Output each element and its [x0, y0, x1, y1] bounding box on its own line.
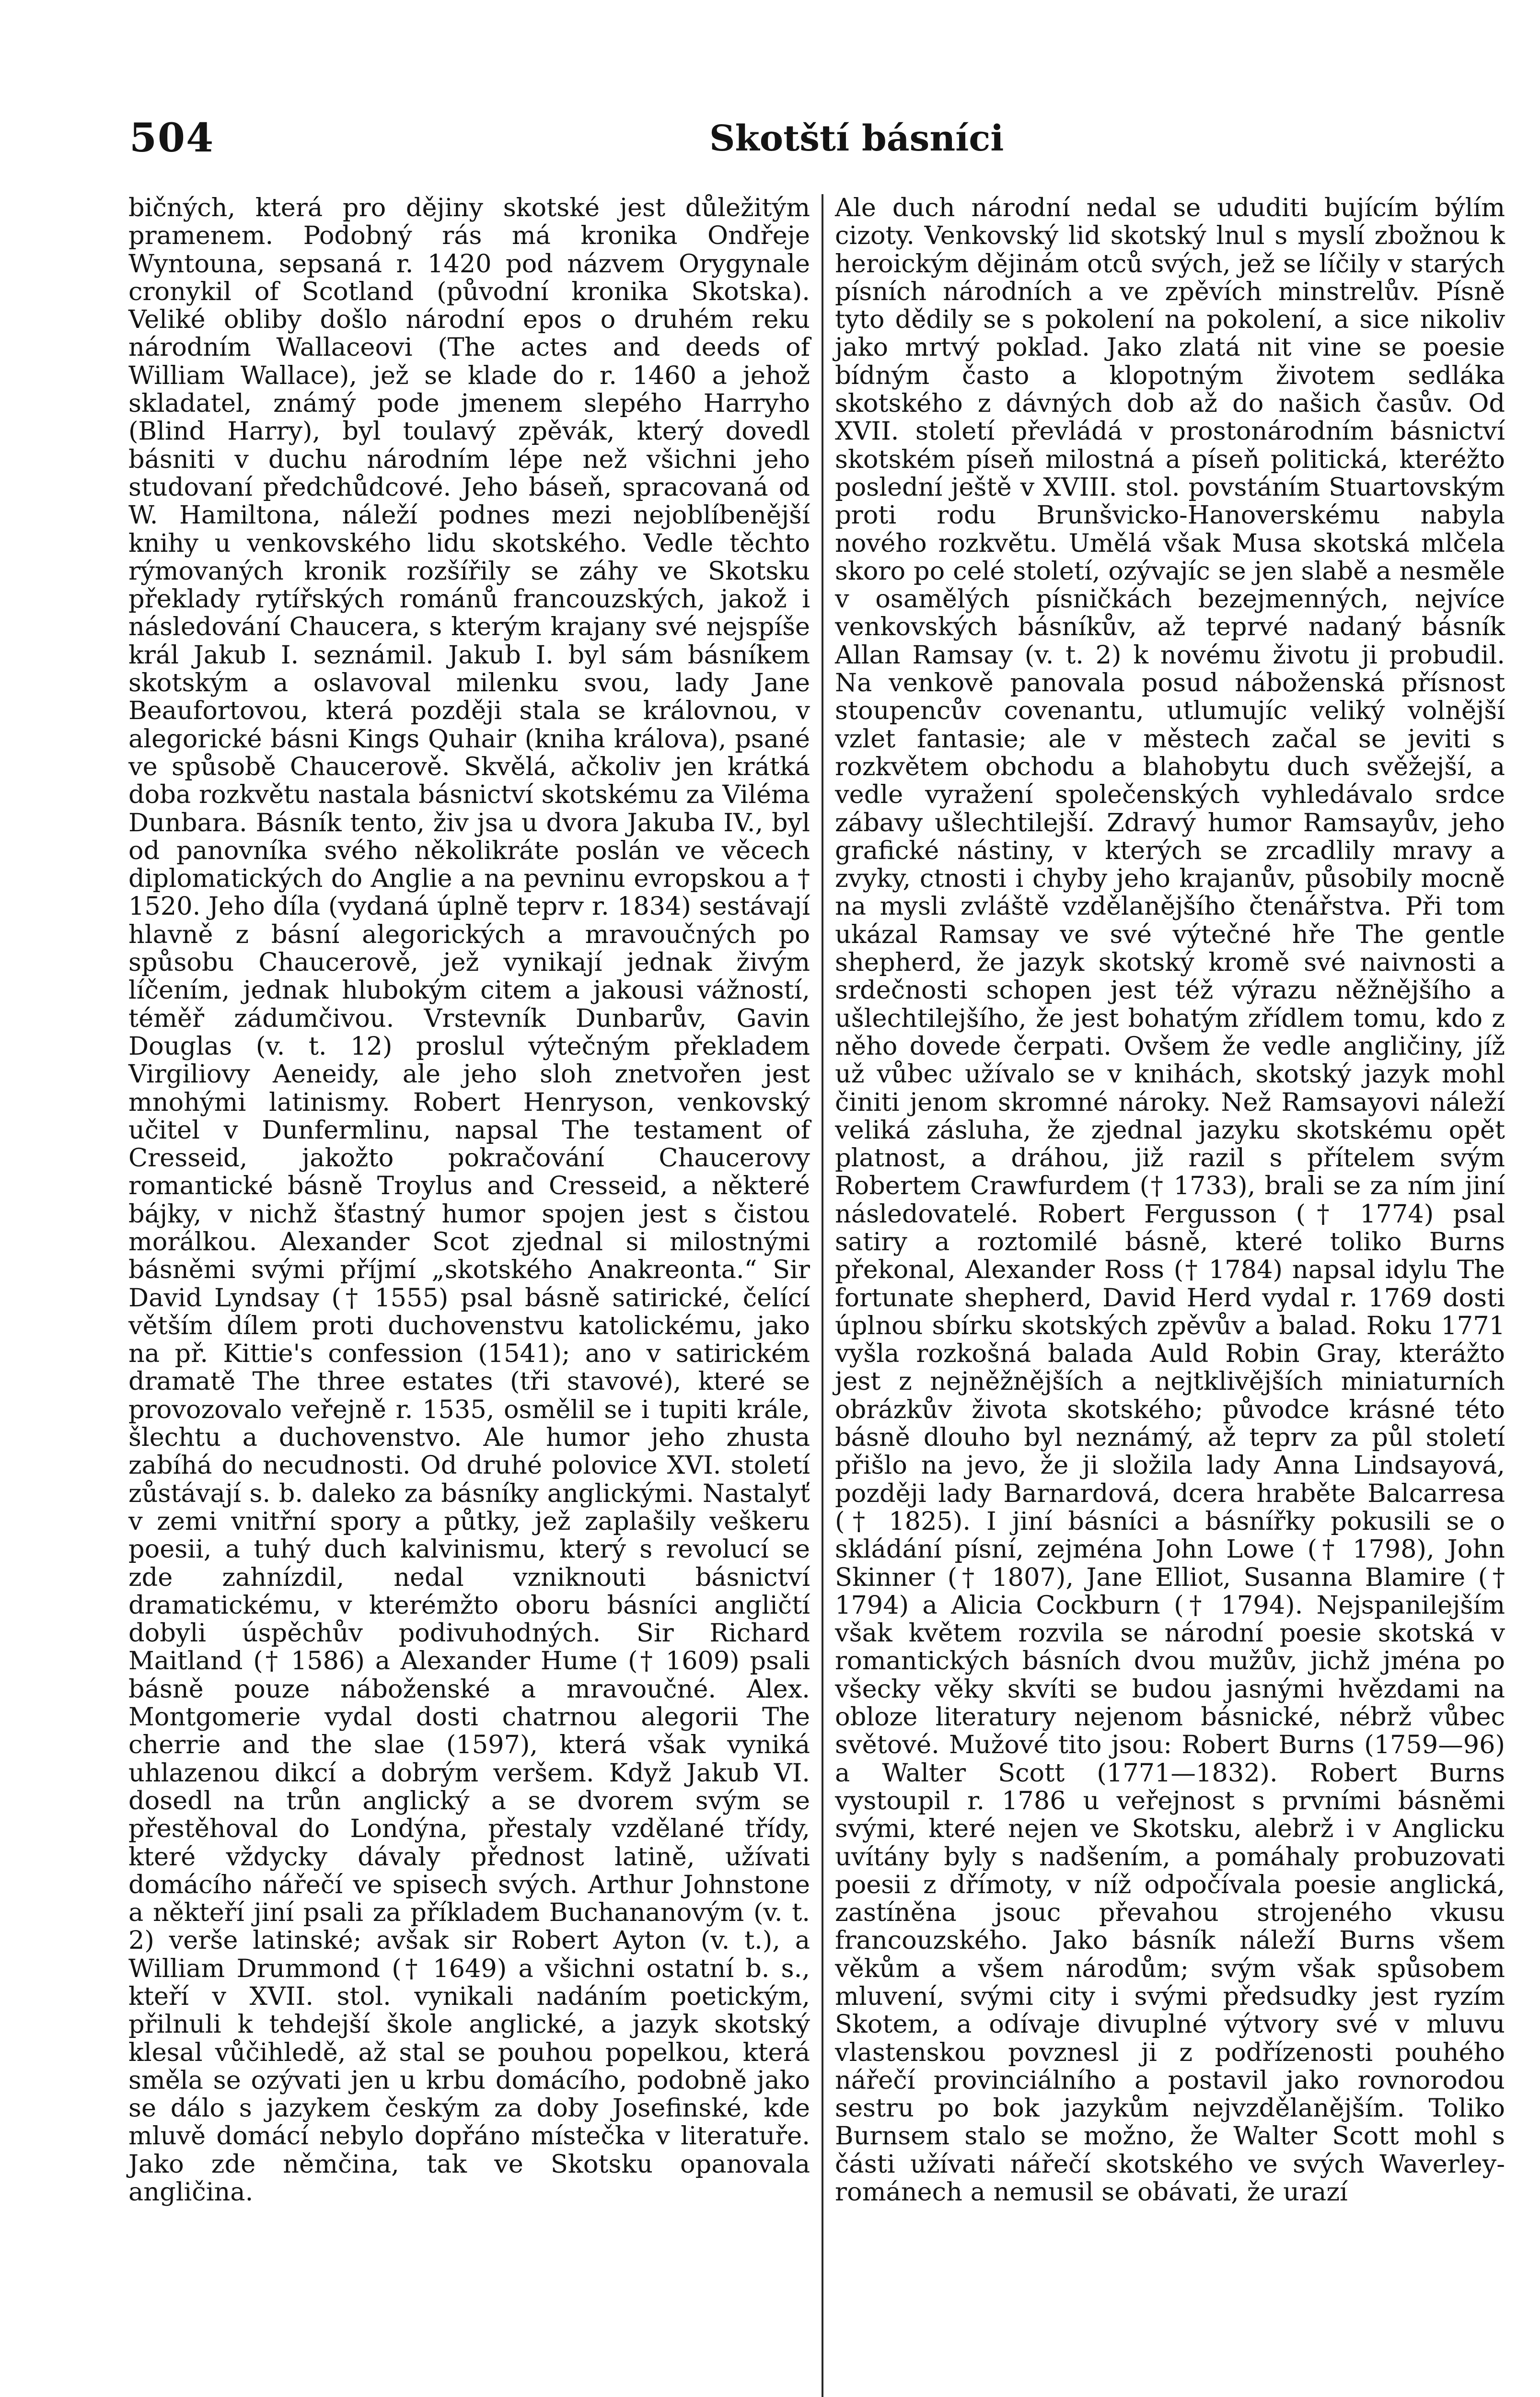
- right-column-text: Ale duch národní nedal se ududiti bujícím býlím cizoty. Venkovský lid skotský lnul s myslí zbožnou k heroickým dějinám otců svých, jež se líčily v starých písních národních a ve zpěvích minstrelův. Písně tyto dědily se s pokolení na pokolení, a sice nikoliv jako mrtvý poklad. Jako zlatá nit vine se poesie bídným často a klopotným životem sedláka skotského z dávných dob až do našich časův. Od XVII. století převládá v prostonárodním básnictví skotském píseň milostná a píseň politická, kteréžto poslední ještě v XVIII. stol. povstáním Stuartovským proti rodu Brunšvicko-Hanoverskému nabyla nového rozkvětu. Umělá však Musa skotská mlčela skoro po celé století, ozývajíc se jen slabě a nesměle v osamělých písničkách bezejmenných, nejvíce venkovských básníkův, až teprvé nadaný básník Allan Ramsay (v. t. 2) k novému životu ji probudil. Na venkově panovala posud náboženská přísnost stoupencův covenantu, utlumujíc veliký volnější vzlet fantasie; ale v městech začal se jeviti s rozkvětem obchodu a blahobytu duch svěžejší, a vedle vyražení společenských vyhledávalo srdce zábavy ušlechtilejší. Zdravý humor Ramsayův, jeho grafické nástiny, v kterých se zrcadlily mravy a zvyky, ctnosti i chyby jeho krajanův, působily mocně na mysli zvláště vzdělanějšího čtenářstva. Při tom ukázal Ramsay ve své výtečné hře The gentle shepherd, že jazyk skotský kromě své naivnosti a srdečnosti schopen jest též výrazu něžnějšího a ušlechtilejšího, že jest bohatým zřídlem tomu, kdo z něho dovede čerpati. Ovšem že vedle angličiny, jíž už vůbec užívalo se v knihách, skotský jazyk mohl činiti jenom skromné nároky. Než Ramsayovi náleží veliká zásluha, že zjednal jazyku skotskému opět platnost, a dráhou, již razil s přítelem svým Robertem Crawfurdem († 1733), brali se za ním jiní následovatelé. Robert Fergusson († 1774) psal satiry a roztomilé básně, které toliko Burns překonal, Alexander Ross († 1784) napsal idylu The fortunate shepherd, David Herd vydal r. 1769 dosti úplnou sbírku skotských zpěvův a balad. Roku 1771 vyšla rozkošná balada Auld Robin Gray, kterážto jest z nejněžnějších a nejtklivějších miniaturních obrázkův života skotského; původce krásné této básně dlouho byl neznámý, až teprv za půl století přišlo na jevo, že ji složila lady Anna Lindsayová, později lady Barnardová, dcera hraběte Balcarresa († 1825). I jiní básníci a básnířky pokusili se o skládání písní, zejména John Lowe († 1798), John Skinner († 1807), Jane Elliot, Susanna Blamire († 1794) a Alicia Cockburn († 1794). Nejspanilejším však květem rozvila se národní poesie skotská v romantických básních dvou mužův, jichž jména po všecky věky skvíti se budou jasnými hvězdami na obloze literatury nejenom básnické, nébrž vůbec světové. Mužové tito jsou: Robert Burns (1759—96) a Walter Scott (1771—1832). Robert Burns vystoupil r. 1786 u veřejnost s prvními básněmi svými, které nejen ve Skotsku, alebrž i v Anglicku uvítány byly s nadšením, a pomáhaly probuzovati poesii z dřímoty, v níž odpočívala poesie anglická, zastíněna jsouc převahou strojeného vkusu francouzského. Jako básník náleží Burns všem věkům a všem národům; svým však spůsobem mluvení, svými city i svými předsudky jest ryzím Skotem, a odívaje divuplné výtvory své v mluvu vlastenskou povznesl ji z podřízenosti pouhého nářečí provinciálního a postavil jako rovnorodou sestru po bok jazykům nejvzdělanějším. Toliko Burnsem stalo se možno, že Walter Scott mohl s části užívati nářečí skotského ve svých Waverley-románech a nemusil se obávati, že urazí: [835, 193, 1505, 2207]
- left-column: [128, 194, 810, 2206]
- column-divider: [822, 194, 823, 2397]
- left-column-text: bičných, která pro dějiny skotské jest důležitým pramenem. Podobný rás má kronika Ondřeje Wyntouna, sepsaná r. 1420 pod názvem Orygynale cronykil of Scotland (původní kronika Skotska). Veliké obliby došlo národní epos o druhém reku národním Wallaceovi (The actes and deeds of William Wallace), jež se klade do r. 1460 a jehož skladatel, známý pode jmenem slepého Harryho (Blind Harry), byl toulavý zpěvák, který dovedl básniti v duchu národním lépe než všichni jeho studovaní předchůdcové. Jeho báseň, spracovaná od W. Hamiltona, náleží podnes mezi nejoblíbenější knihy u venkovského lidu skotského. Vedle těchto rýmovaných kronik rozšířily se záhy ve Skotsku překlady rytířských románů francouzských, jakož i následování Chaucera, s kterým krajany své nejspíše král Jakub I. seznámil. Jakub I. byl sám básníkem skotským a oslavoval milenku svou, lady Jane Beaufortovou, která později stala se královnou, v alegorické básni Kings Quhair (kniha králova), psané ve spůsobě Chaucerově. Skvělá, ačkoliv jen krátká doba rozkvětu nastala básnictví skotskému za Viléma Dunbara. Básník tento, živ jsa u dvora Jakuba IV., byl od panovníka svého několikráte poslán ve věcech diplomatických do Anglie a na pevninu evropskou a † 1520. Jeho díla (vydaná úplně teprv r. 1834) sestávají hlavně z básní alegorických a mravoučných po spůsobu Chaucerově, jež vynikají jednak živým líčením, jednak hlubokým citem a jakousi vážností, téměř zádumčivou. Vrstevník Dunbarův, Gavin Douglas (v. t. 12) proslul výtečným překladem Virgiliovy Aeneidy, ale jeho sloh znetvořen jest mnohými latinismy. Robert Henryson, venkovský učitel v Dunfermlinu, napsal The testament of Cresseid, jakožto pokračování Chaucerovy romantické básně Troylus and Cresseid, a některé bájky, v nichž šťastný humor spojen jest s čistou morálkou. Alexander Scot zjednal si milostnými básněmi svými příjmí „skotského Anakreonta.“ Sir David Lyndsay († 1555) psal básně satirické, čelící větším dílem proti duchovenstvu katolickému, jako na př. Kittie's confession (1541); ano v satirickém dramatě The three estates (tři stavové), které se provozovalo veřejně r. 1535, osmělil se i tupiti krále, šlechtu a duchovenstvo. Ale humor jeho zhusta zabíhá do necudnosti. Od druhé polovice XVI. století zůstávají s. b. daleko za básníky anglickými. Nastalyť v zemi vnitřní spory a půtky, jež zaplašily veškeru poesii, a tuhý duch kalvinismu, který s revolucí se zde zahnízdil, nedal vzniknouti básnictví dramatickému, v kterémžto oboru básníci angličtí dobyli úspěchův podivuhodných. Sir Richard Maitland († 1586) a Alexander Hume († 1609) psali básně pouze náboženské a mravoučné. Alex. Montgomerie vydal dosti chatrnou alegorii The cherrie and the slae (1597), která však vyniká uhlazenou dikcí a dobrým veršem. Když Jakub VI. dosedl na trůn anglický a se dvorem svým se přestěhoval do Londýna, přestaly vzdělané třídy, které vždycky dávaly přednost latině, užívati domácího nářečí ve spisech svých. Arthur Johnstone a někteří jiní psali za příkladem Buchananovým (v. t. 2) verše latinské; avšak sir Robert Ayton (v. t.), a William Drummond († 1649) a všichni ostatní b. s., kteří v XVII. stol. vynikali nadáním poetickým, přilnuli k tehdejší škole anglické, a jazyk skotský klesal vůčihledě, až stal se pouhou popelkou, která směla se ozývati jen u krbu domácího, podobně jako se dálo s jazykem českým za doby Josefinské, kde mluvě domácí nebylo dopřáno místečka v literatuře. Jako zde němčina, tak ve Skotsku opanovala angličina.: [128, 193, 810, 2207]
- right-column: [835, 194, 1505, 2206]
- page-header: [129, 115, 1519, 173]
- page-number: 504: [129, 115, 215, 161]
- running-title: Skotští básníci: [709, 118, 1004, 159]
